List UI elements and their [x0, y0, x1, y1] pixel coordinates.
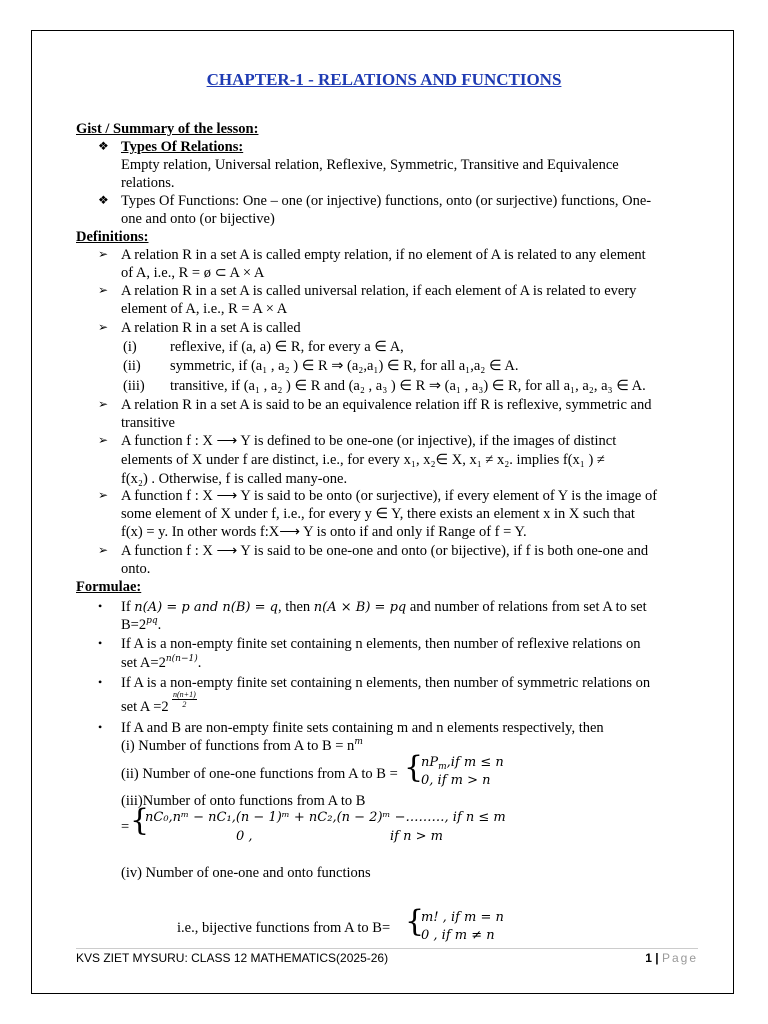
bullet-icon: • — [98, 599, 103, 613]
definition-text: A function f : X ⟶ Y is defined to be one-one (or injective), if the images of distinct — [121, 433, 617, 449]
formula-fragment: . — [197, 655, 202, 671]
fraction-denominator: 2 — [182, 700, 187, 709]
left-brace-icon: { — [405, 904, 425, 939]
definitions-heading: Definitions: — [76, 229, 149, 245]
definition-text: A relation R in a set A is called empty relation, if no element of A is related to any element — [121, 247, 646, 263]
page-separator: | — [651, 951, 662, 965]
formula-fragment: (i) Number of functions from A to B = n — [121, 738, 355, 754]
case-line — [145, 810, 506, 826]
subscript: m — [438, 762, 447, 772]
bullet-icon: • — [98, 720, 103, 734]
formula-text — [121, 617, 161, 635]
formula-fragment: , then — [277, 599, 314, 615]
fraction-numerator: n(n+1) — [173, 690, 196, 699]
case-line — [421, 755, 504, 772]
sub-item-number: (ii) — [123, 358, 141, 374]
bullet-icon: • — [98, 675, 103, 689]
definition-text: A function f : X ⟶ Y is said to be one-one and onto (or bijective), if f is both one-one and — [121, 543, 649, 559]
definition-text: some element of X under f, i.e., for every y ∈ Y, there exists an element x in X such that — [121, 506, 635, 522]
formula-fragment: set A=2 — [121, 655, 166, 671]
types-relations-text: relations. — [121, 175, 175, 191]
formula-text: If A and B are non-empty finite sets containing m and n elements respectively, then — [121, 720, 604, 736]
fraction-exponent — [172, 690, 197, 709]
formula-text — [121, 738, 363, 756]
left-brace-icon: { — [404, 750, 424, 785]
types-relations-heading: Types Of Relations: — [121, 139, 244, 155]
definition-text: A function f : X ⟶ Y is said to be onto (or surjective), if every element of Y is the image of — [121, 488, 658, 504]
arrow-bullet-icon: ➢ — [98, 488, 109, 502]
definition-text: transitive — [121, 415, 175, 431]
sub-item-text: reflexive, if (a, a) ∈ R, for every a ∈ A, — [170, 339, 404, 355]
case-line: m! , if m = n — [421, 910, 504, 925]
case-line: 0 , — [236, 829, 253, 844]
diamond-bullet-icon: ❖ — [98, 139, 109, 153]
arrow-bullet-icon: ➢ — [98, 320, 109, 334]
formula-text: (iv) Number of one-one and onto functions — [121, 865, 371, 881]
formula-text: i.e., bijective functions from A to B= — [177, 920, 391, 936]
math-expression: nC₀,n — [145, 810, 182, 825]
arrow-bullet-icon: ➢ — [98, 543, 109, 557]
left-brace-icon: { — [130, 803, 150, 838]
math-expression: n(A) = p and n(B) = q — [134, 600, 278, 615]
footer-divider — [76, 948, 698, 949]
formula-text: If A is a non-empty finite set containing n elements, then number of symmetric relations on — [121, 675, 651, 691]
definition-text: of A, i.e., R = ø ⊂ A × A — [121, 265, 265, 281]
superscript: n(n−1) — [165, 654, 198, 664]
definition-text: A relation R in a set A is called — [121, 320, 301, 336]
gist-heading: Gist / Summary of the lesson: — [76, 121, 259, 137]
arrow-bullet-icon: ➢ — [98, 433, 109, 447]
case-line: 0, if m > n — [421, 773, 491, 788]
sub-item-text: symmetric, if (a₁ , a₂ ) ∈ R ⇒ (a₂,a₁) ∈ R, for all a₁,a₂ ∈ A. — [170, 358, 519, 374]
formula-fragment: . — [157, 617, 162, 633]
case-line: 0 , if m ≠ n — [421, 928, 495, 943]
types-relations-text: Empty relation, Universal relation, Reflexive, Symmetric, Transitive and Equivalence — [121, 157, 619, 173]
page-indicator — [645, 951, 698, 965]
definition-text: A relation R in a set A is said to be an equivalence relation iff R is reflexive, symmetric and — [121, 397, 652, 413]
math-expression: n(A × B) = pq — [313, 600, 407, 615]
math-expression: nP — [421, 755, 439, 770]
arrow-bullet-icon: ➢ — [98, 397, 109, 411]
page-title: CHAPTER-1 - RELATIONS AND FUNCTIONS — [206, 70, 562, 89]
footer-text: KVS ZIET MYSURU: CLASS 12 MATHEMATICS(2025-26) — [76, 951, 389, 965]
sub-item-number: (iii) — [123, 378, 145, 394]
formula-text — [121, 655, 201, 673]
formulae-heading: Formulae: — [76, 579, 142, 595]
definition-text: elements of X under f are distinct, i.e., for every x₁, x₂∈ X, x₁ ≠ x₂. implies f(x₁ ) ≠ — [121, 452, 605, 468]
formula-fragment: If — [121, 599, 135, 615]
sub-item-text: transitive, if (a₁ , a₂ ) ∈ R and (a₂ , a₃ ) ∈ R ⇒ (a₁ , a₃) ∈ R, for all a₁, a₂, a₃ ∈ A. — [170, 378, 646, 394]
types-functions-text: Types Of Functions: One – one (or injective) functions, onto (or surjective) functions, One- — [121, 193, 652, 209]
definition-text: onto. — [121, 561, 151, 577]
math-expression: ᵐ − nC₁,(n − 1)ᵐ + nC₂,(n − 2)ᵐ −………, if n ≤ m — [181, 810, 506, 825]
formula-text: set A =2 — [121, 699, 169, 715]
definition-text: A relation R in a set A is called universal relation, if each element of A is related to every — [121, 283, 637, 299]
definition-text: f(x₂) . Otherwise, f is called many-one. — [121, 471, 348, 487]
formula-fragment: and number of relations from set A to set — [406, 599, 647, 615]
formula-text — [121, 599, 647, 616]
formula-text: = — [121, 819, 130, 835]
bullet-icon: • — [98, 636, 103, 650]
sub-item-number: (i) — [123, 339, 137, 355]
formula-text: (ii) Number of one-one functions from A to B = — [121, 766, 398, 782]
case-line: if n > m — [390, 829, 443, 844]
diamond-bullet-icon: ❖ — [98, 193, 109, 207]
superscript: pq — [146, 616, 158, 626]
superscript: m — [354, 737, 363, 747]
formula-text: If A is a non-empty finite set containing n elements, then number of reflexive relations on — [121, 636, 641, 652]
definition-text: f(x) = y. In other words f:X⟶ Y is onto if and only if Range of f = Y. — [121, 524, 527, 540]
types-functions-text: one and onto (or bijective) — [121, 211, 275, 227]
definition-text: element of A, i.e., R = A × A — [121, 301, 288, 317]
formula-text: (iii)Number of onto functions from A to B — [121, 793, 366, 809]
page-number: 1 — [645, 951, 652, 965]
formula-fragment: B=2 — [121, 617, 147, 633]
arrow-bullet-icon: ➢ — [98, 247, 109, 261]
arrow-bullet-icon: ➢ — [98, 283, 109, 297]
page-label: Page — [661, 951, 698, 965]
math-expression: ,if m ≤ n — [446, 755, 504, 770]
